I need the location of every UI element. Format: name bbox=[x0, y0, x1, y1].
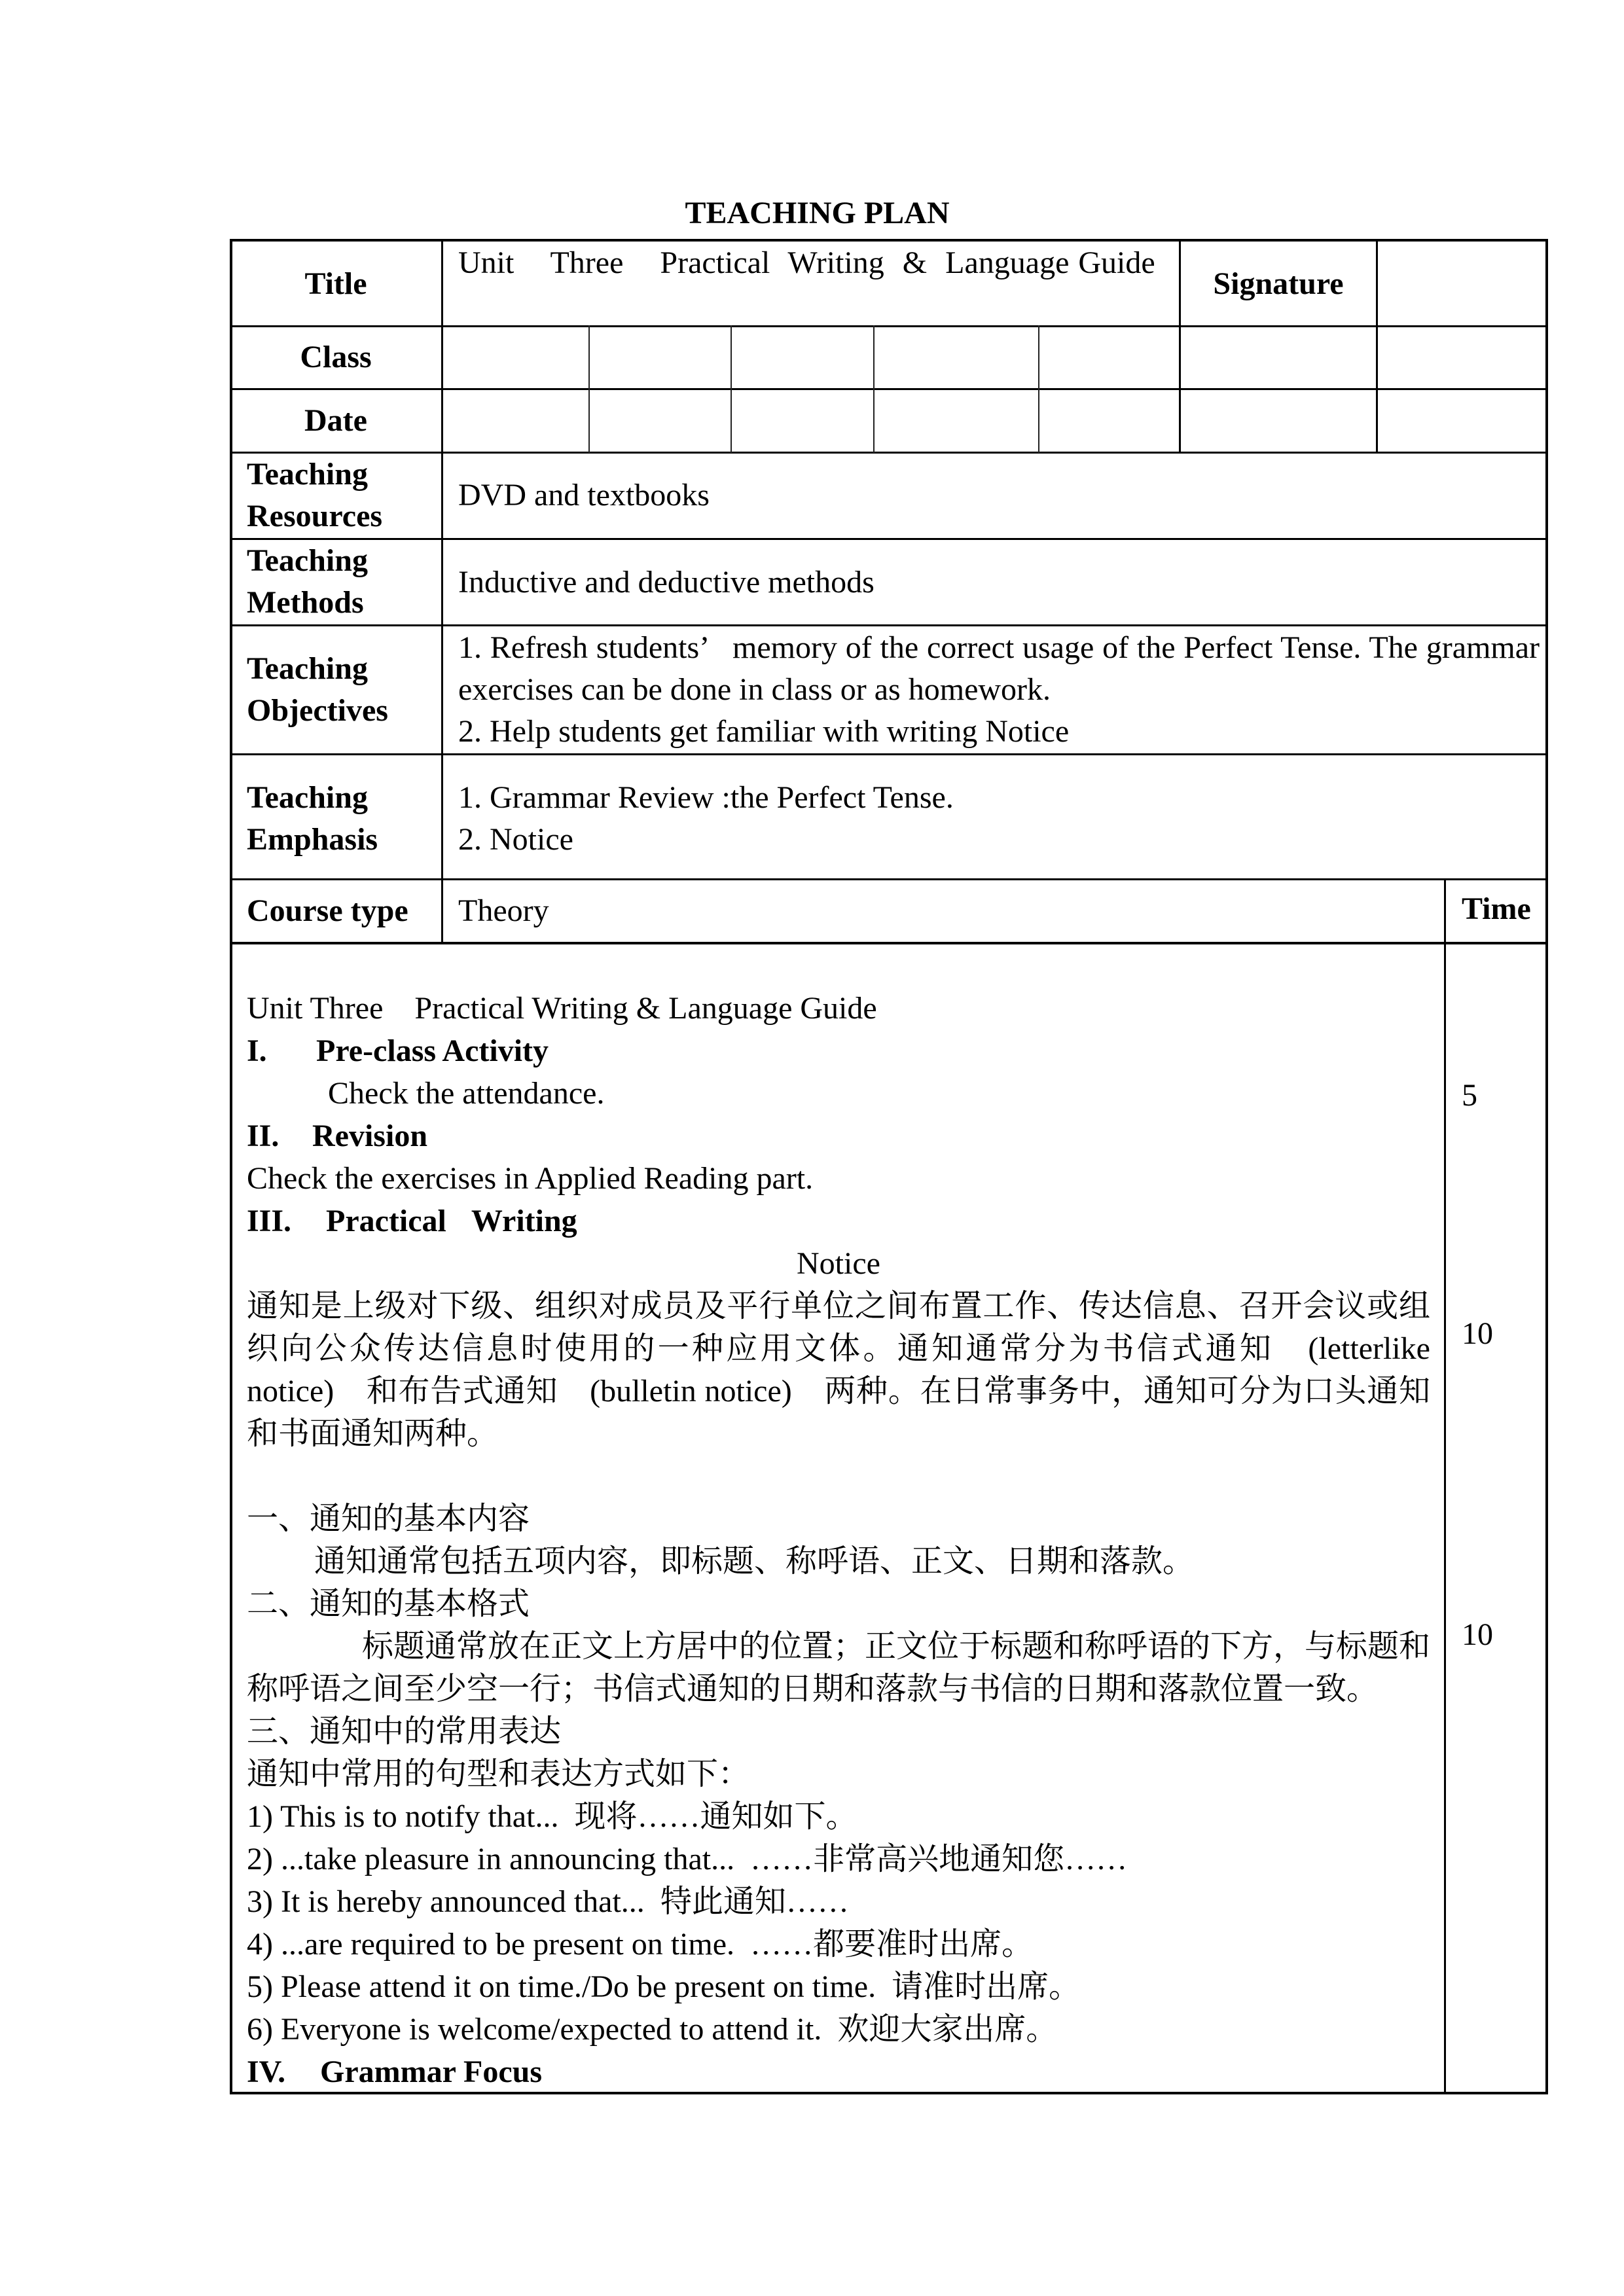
objectives-value bbox=[458, 627, 1547, 753]
signature-label: Signature bbox=[1213, 266, 1344, 301]
emphasis-label-line1: Teaching bbox=[247, 780, 368, 815]
blank-line bbox=[247, 1455, 1430, 1498]
time-value: 5 bbox=[1462, 1078, 1477, 1113]
expression-chinese: 现将……通知如下。 bbox=[574, 1799, 857, 1834]
time-header: Time bbox=[1462, 891, 1531, 926]
section-title: Grammar Focus bbox=[320, 2054, 543, 2089]
expression-item bbox=[247, 1838, 1430, 1880]
date-label: Date bbox=[304, 403, 367, 438]
part1-text: 通知通常包括五项内容，即标题、称呼语、正文、日期和落款。 bbox=[314, 1544, 1195, 1579]
expression-chinese: ……非常高兴地通知您…… bbox=[750, 1842, 1128, 1876]
table-border-left bbox=[230, 239, 232, 2094]
section-grammar-focus-heading bbox=[247, 2051, 1430, 2093]
section-numeral: I. bbox=[247, 1033, 267, 1068]
emphasis-item: 1. Grammar Review :the Perfect Tense. bbox=[458, 780, 954, 815]
row-divider bbox=[230, 452, 1548, 454]
methods-label-line2: Methods bbox=[247, 585, 364, 620]
emphasis-value bbox=[458, 777, 954, 861]
expression-item bbox=[247, 1965, 1430, 2008]
expression-item bbox=[247, 1923, 1430, 1965]
resources-label-line2: Resources bbox=[247, 499, 383, 533]
expression-chinese: ……都要准时出席。 bbox=[750, 1927, 1034, 1962]
class-label: Class bbox=[300, 340, 372, 374]
resources-value: DVD and textbooks bbox=[458, 478, 710, 512]
section-title: Revision bbox=[312, 1119, 428, 1153]
expression-english: 5) Please attend it on time./Do be present on time. bbox=[247, 1969, 876, 2004]
row-divider bbox=[230, 878, 1548, 880]
section-title: Practical bbox=[326, 1204, 446, 1238]
notice-heading: Notice bbox=[797, 1246, 880, 1281]
signature-field[interactable] bbox=[1378, 241, 1545, 325]
section-numeral: II. bbox=[247, 1119, 280, 1153]
table-border-right bbox=[1545, 239, 1548, 2094]
expression-english: 1) This is to notify that... bbox=[247, 1799, 559, 1834]
methods-value: Inductive and deductive methods bbox=[458, 565, 875, 600]
resources-label-line1: Teaching bbox=[247, 457, 368, 492]
course-type-label: Course type bbox=[247, 893, 408, 928]
date-cell[interactable] bbox=[1180, 390, 1375, 451]
emphasis-item: 2. Notice bbox=[458, 822, 573, 857]
class-cell[interactable] bbox=[1180, 327, 1375, 387]
class-cell[interactable] bbox=[875, 327, 1037, 387]
expression-chinese: 请准时出席。 bbox=[892, 1969, 1081, 2004]
row-divider bbox=[230, 624, 1548, 626]
expression-chinese: 欢迎大家出席。 bbox=[837, 2012, 1058, 2047]
part2-heading: 二、通知的基本格式 bbox=[247, 1587, 530, 1621]
class-cell[interactable] bbox=[443, 327, 587, 387]
part3-intro: 通知中常用的句型和表达方式如下： bbox=[247, 1757, 750, 1791]
section-pre-class-text: Check the attendance. bbox=[328, 1076, 605, 1111]
date-cell[interactable] bbox=[443, 390, 587, 451]
date-cell[interactable] bbox=[590, 390, 729, 451]
date-cell[interactable] bbox=[732, 390, 872, 451]
table-border-top bbox=[230, 239, 1548, 242]
date-cell[interactable] bbox=[875, 390, 1037, 451]
methods-label bbox=[247, 540, 368, 624]
section-revision-heading bbox=[247, 1115, 1430, 1157]
methods-label-line1: Teaching bbox=[247, 543, 368, 578]
section-numeral: III. bbox=[247, 1204, 292, 1238]
unit-heading: Unit Three Practical Writing & Language Guide bbox=[247, 991, 877, 1026]
section-pre-class-heading bbox=[247, 1030, 1430, 1072]
row-divider bbox=[230, 753, 1548, 755]
expression-item bbox=[247, 2008, 1430, 2051]
date-cell[interactable] bbox=[1377, 390, 1544, 451]
section-numeral: IV. bbox=[247, 2054, 286, 2089]
expression-english: 2) ...take pleasure in announcing that... bbox=[247, 1842, 735, 1876]
part1-heading: 一、通知的基本内容 bbox=[247, 1501, 530, 1536]
lesson-content bbox=[247, 987, 1430, 2093]
objectives-label bbox=[247, 648, 388, 732]
class-cell[interactable] bbox=[590, 327, 729, 387]
class-cell[interactable] bbox=[1377, 327, 1544, 387]
expression-english: 3) It is hereby announced that... bbox=[247, 1884, 645, 1919]
expression-chinese: 特此通知…… bbox=[660, 1884, 849, 1919]
section-title-2: Writing bbox=[471, 1204, 577, 1238]
objectives-label-line1: Teaching bbox=[247, 651, 368, 686]
expression-item bbox=[247, 1880, 1430, 1923]
emphasis-label-line2: Emphasis bbox=[247, 822, 378, 857]
resources-label bbox=[247, 454, 382, 537]
section-revision-text: Check the exercises in Applied Reading part. bbox=[247, 1161, 814, 1196]
course-type-value: Theory bbox=[458, 893, 549, 928]
class-cell[interactable] bbox=[1039, 327, 1178, 387]
time-value: 10 bbox=[1462, 1617, 1493, 1652]
objectives-label-line2: Objectives bbox=[247, 693, 388, 728]
class-cell[interactable] bbox=[732, 327, 872, 387]
document-title: TEACHING PLAN bbox=[685, 196, 950, 230]
expression-english: 4) ...are required to be present on time. bbox=[247, 1927, 735, 1962]
expression-english: 6) Everyone is welcome/expected to attend it. bbox=[247, 2012, 822, 2047]
expression-list bbox=[247, 1795, 1430, 2051]
emphasis-label bbox=[247, 777, 378, 861]
notice-intro-paragraph: 通知是上级对下级、组织对成员及平行单位之间布置工作、传达信息、召开会议或组织向公众传达信息时使用的一种应用文体。通知通常分为书信式通知 (letterlike notice) 和布告式通知 (bulletin notice) 两种。在日常事务中，通知可分为口头通知和书面通知两种。 bbox=[247, 1289, 1430, 1451]
time-value: 10 bbox=[1462, 1316, 1493, 1351]
section-title: Pre-class Activity bbox=[316, 1033, 549, 1068]
objective-item: 2. Help students get familiar with writing Notice bbox=[458, 714, 1070, 749]
title-label: Title bbox=[304, 266, 367, 301]
row-divider bbox=[230, 538, 1548, 540]
title-value: Unit Three Practical Writing & Language Guide bbox=[458, 245, 1155, 280]
section-practical-writing-heading bbox=[247, 1200, 1430, 1242]
part3-heading: 三、通知中的常用表达 bbox=[247, 1714, 562, 1749]
date-cell[interactable] bbox=[1039, 390, 1178, 451]
expression-item bbox=[247, 1795, 1430, 1838]
row-divider bbox=[230, 942, 1548, 944]
time-column-divider bbox=[1444, 878, 1446, 2093]
objective-item: 1. Refresh students’ memory of the correct usage of the Perfect Tense. The grammar exercises can be done in class or as homework. bbox=[458, 630, 1547, 707]
part2-text: 标题通常放在正文上方居中的位置；正文位于标题和称呼语的下方，与标题和称呼语之间至少空一行；书信式通知的日期和落款与书信的日期和落款位置一致。 bbox=[247, 1629, 1431, 1706]
